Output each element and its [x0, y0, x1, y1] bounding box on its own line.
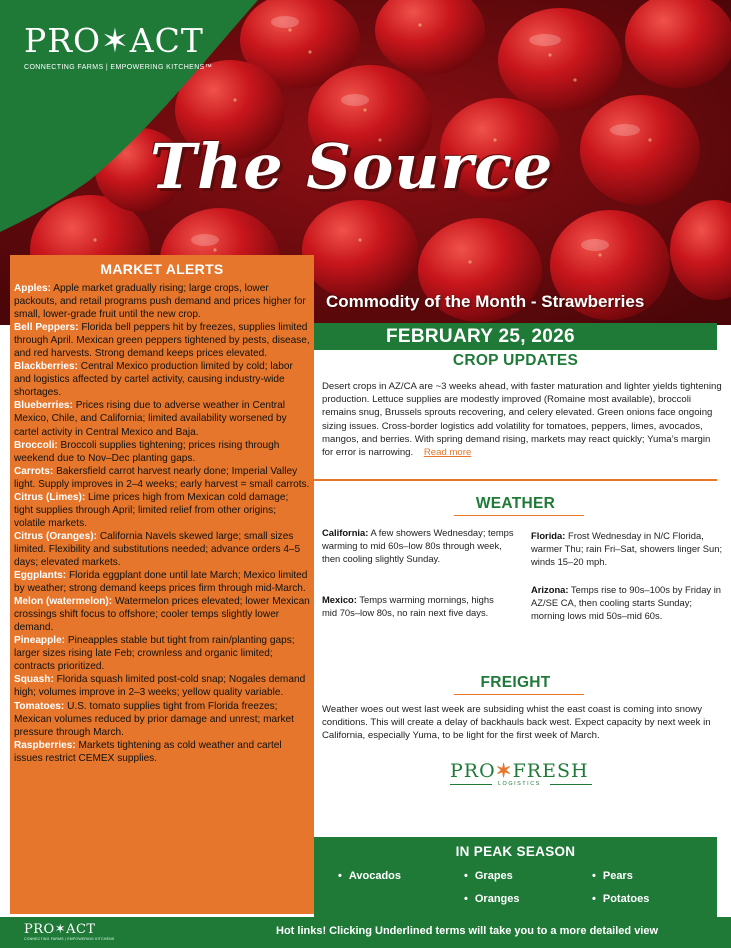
alert-text: Markets tightening as cold weather and cartel issues restrict CEMEX supplies. [14, 739, 282, 764]
alert-text: Central Mexico production limited by cold; labor and logistics affected by cartel activity, causing industry-wide shortages. [14, 361, 293, 399]
footer-logo-tagline: CONNECTING FARMS | EMPOWERING KITCHENS [24, 937, 115, 941]
alert-commodity[interactable]: Squash: [14, 674, 54, 686]
footer-bar [0, 917, 731, 948]
alert-commodity[interactable]: Pineapple: [14, 635, 66, 647]
alert-commodity[interactable]: Citrus (Oranges): [14, 530, 98, 542]
peak-item: • Avocados [338, 870, 401, 882]
alert-text: Apple market gradually rising; large crops, lower packouts, and retail programs push demand and prices higher for small, lower-grade fruit until the new crop. [14, 283, 306, 321]
profresh-fresh: FRESH [512, 760, 589, 782]
weather-text: A few showers Wednesday; temps warming to mid 60s–low 80s through week, then cooling slightly Sunday. [322, 527, 514, 564]
alert-commodity[interactable]: Blackberries: [14, 361, 78, 373]
alert-item [14, 439, 310, 465]
read-more-link[interactable]: Read more [423, 447, 472, 459]
alert-commodity[interactable]: Blueberries: [14, 400, 73, 412]
alert-text: Broccoli supplies tightening; prices rising through weekend due to Nov–Dec planting gaps. [14, 439, 280, 464]
alert-item [14, 465, 310, 491]
freight-title: FREIGHT [480, 674, 551, 691]
alert-text: Florida bell peppers hit by freezes, supplies limited through April. Mexican green peppers tightened by pests, disease, and red harvests. Strong demand keeps prices elevated. [14, 322, 310, 360]
weather-text: Temps warming mornings, highs mid 70s–low 80s, no rain next five days. [322, 594, 494, 618]
weather-title: WEATHER [475, 495, 556, 512]
alert-text: Bakersfield carrot harvest nearly done; Imperial Valley light. Supply improves in 2–4 weeks; early harvest = small carrots. [14, 465, 310, 490]
peak-item: • Grapes [464, 870, 513, 882]
profresh-star-icon: ✶ [495, 760, 513, 782]
alert-item [14, 569, 310, 595]
weather-region: Mexico: [322, 594, 357, 605]
footer-logo-name: PRO✶ACT [24, 922, 96, 937]
peak-item: • Potatoes [592, 893, 649, 905]
alert-text: Watermelon prices elevated; lower Mexican crossings shift focus to offshore; cooler temps slightly lower demand. [14, 596, 310, 634]
proact-logo [24, 22, 212, 71]
hot-links-note: Hot links! Clicking Underlined terms will take you to a more detailed view [276, 925, 659, 937]
crop-updates-text [322, 380, 722, 459]
alert-item [14, 321, 310, 360]
alert-commodity[interactable]: Eggplants: [14, 570, 67, 582]
alert-item [14, 595, 310, 634]
alert-text: Prices rising due to adverse weather in Central Mexico, Chile, and California; limited availability worsened by cartel activity in Central Mexico and Baja. [14, 400, 287, 438]
weather-text: Frost Wednesday in N/C Florida, warmer Thu; rain Fri–Sat, showers linger Sun; winds 15–20 mph. [531, 530, 723, 567]
profresh-pro: PRO [450, 760, 496, 782]
weather-florida [531, 530, 727, 568]
profresh-logistics-logo [450, 760, 592, 790]
weather-mexico [322, 594, 507, 620]
weather-arizona [531, 584, 723, 622]
newsletter-title: The Source [150, 130, 554, 203]
alert-item [14, 360, 310, 399]
freight-text: Weather woes out west last week are subsiding whist the east coast is coming into snowy conditions. This will create a delay of backhauls back west. Expect capacity by next week in California, especially Yuma, to be light for the first week of March. [322, 704, 711, 742]
crop-updates-title: CROP UPDATES [452, 352, 579, 369]
peak-season-panel [314, 837, 717, 917]
alert-commodity[interactable]: Tomatoes: [14, 700, 65, 712]
peak-season-title: IN PEAK SEASON [455, 844, 576, 859]
profresh-rule [550, 784, 592, 785]
alert-text: Lime prices high from Mexican cold damage; tight supplies through April; limited relief from other origins; volatile markets. [14, 491, 289, 529]
alert-item [14, 282, 310, 321]
alert-item [14, 399, 310, 438]
alert-item [14, 634, 310, 673]
alert-commodity[interactable]: Apples: [14, 283, 52, 294]
peak-item: • Oranges [464, 893, 520, 905]
alert-item [14, 739, 310, 765]
market-alerts-title: MARKET ALERTS [100, 261, 224, 277]
alert-commodity[interactable]: Citrus (Limes): [14, 491, 86, 503]
weather-california [322, 527, 522, 565]
weather-region: Florida: [531, 530, 566, 541]
issue-date: FEBRUARY 25, 2026 [314, 323, 717, 350]
weather-region: Arizona: [531, 584, 569, 595]
profresh-sub: LOGISTICS [498, 781, 541, 787]
freight-underline [454, 694, 584, 695]
commodity-of-month: Commodity of the Month - Strawberries [326, 292, 645, 311]
alert-commodity[interactable]: Melon (watermelon): [14, 596, 113, 608]
alert-text: Florida squash limited post-cold snap; Nogales demand high; volumes improve in 2–3 weeks; yellow quality variable. [14, 674, 306, 699]
peak-item: • Pears [592, 870, 633, 882]
weather-underline [454, 515, 584, 516]
alert-item [14, 491, 310, 530]
alert-text: Pineapples stable but tight from rain/planting gaps; larger sizes rising late Feb; crownless and organic limited; contracts prioritized. [14, 635, 295, 673]
alert-commodity[interactable]: Carrots: [14, 465, 54, 477]
alert-item [14, 700, 310, 739]
alert-item [14, 673, 310, 699]
footer-logo [24, 922, 114, 941]
alert-text: U.S. tomato supplies tight from Florida freezes; Mexican volumes reduced by prior damage and unrest; market pressure through March. [14, 700, 294, 738]
logo-tagline: CONNECTING FARMS | EMPOWERING KITCHENS™ [24, 64, 213, 71]
alert-commodity[interactable]: Bell Peppers: [14, 322, 79, 334]
weather-region: California: [322, 527, 369, 538]
profresh-rule [450, 784, 492, 785]
alert-text: Florida eggplant done until late March; Mexico limited by weather; strong demand keeps prices firm through mid-March. [14, 570, 308, 595]
section-divider [314, 479, 717, 481]
logo-name: PRO✶ACT [24, 21, 204, 60]
crop-updates-body: Desert crops in AZ/CA are ~3 weeks ahead, with faster maturation and lighter yields tightening production. Lettuce supplies are modestly improved (Romaine most available), broccoli remains snug, Brussels sprouts recovering, and celery elevated. Green onions face ongoing sizing issues. Cross-border logistics add volatility for tomatoes, peppers, limes, avocados, mangos, and berries. With spring demand rising, markets may react quickly; Yuma’s margin for error is narrowing. [322, 381, 722, 459]
market-alerts-panel [10, 255, 314, 914]
alert-commodity[interactable]: Broccoli: [14, 439, 58, 451]
profresh-wordmark [450, 760, 592, 782]
alert-commodity[interactable]: Raspberries: [14, 739, 76, 751]
alert-item [14, 530, 310, 569]
weather-text: Temps rise to 90s–100s by Friday in AZ/SE CA, then cooling starts Sunday; morning lows mid 50s–mid 60s. [531, 584, 722, 621]
alert-text: California Navels skewed large; small sizes limited. Flexibility and substitutions needed; advance orders 4–5 days; elevated markets. [14, 530, 301, 568]
